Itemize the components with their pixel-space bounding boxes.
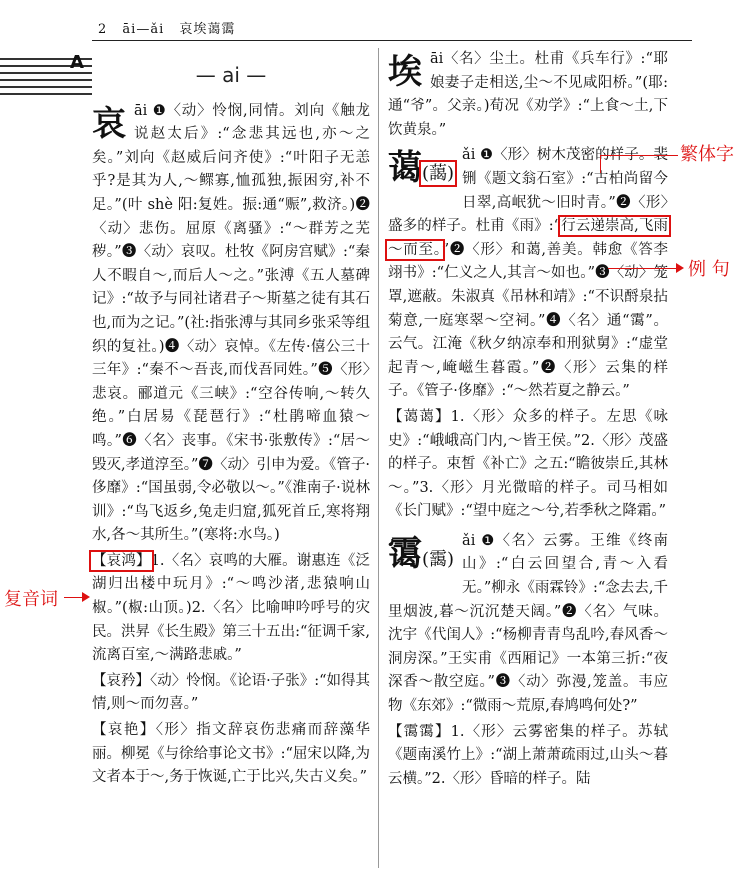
compound-text: 1.〈形〉云雾密集的样子。苏轼《题南溪竹上》:“湖上萧萧疏雨过,山头～暮云横。”2.〈形〉昏暗的样子。陆: [388, 723, 668, 787]
compound-text: 1.〈名〉哀鸣的大雁。谢惠连《泛湖归出楼中玩月》:“～鸣沙渚,悲猿响山椒。”(椒:山顶。)2.〈名〉比喻呻吟呼号的灾民。洪昇《长生殿》第三十五出:“征调千家,流离百室,～满路悲戚。”: [92, 552, 370, 664]
column-divider: [378, 48, 379, 868]
traditional-form: (藹): [422, 163, 455, 185]
header-rule: [92, 40, 692, 41]
arrow-head-icon: [82, 592, 90, 602]
section-heading: — ai —: [195, 63, 267, 87]
compound-term: 【哀鸿】: [92, 552, 151, 569]
compound-entry: [92, 670, 370, 717]
entry-text: ”❷〈形〉和蔼,善美。韩愈《答李翊书》:“仁义之人,其言～如也。”❸〈动〉笼罩,遮蔽。朱淑真《吊林和靖》:“不识酹泉拈菊意,一庭寒翠～空祠。”❹〈名〉通“霭”。云气。江淹《秋夕纳凉奉和刑狱舅》:“虚堂起青～,崦嵫生暮霞。”❷〈形〉云集的样子。《管子·侈靡》:“～然若夏之静云。”: [388, 241, 668, 400]
entry-text: ǎi ❶〈形〉树木茂密的样子。裴铏《题文翁石室》:“古柏尚留今日翠,高岷犹～旧时青。”❷〈形〉盛多的样子。杜甫《雨》:“: [388, 147, 668, 235]
compound-entry: [388, 721, 668, 792]
compound-text: 1.〈形〉众多的样子。左思《咏史》:“峨峨高门内,～皆王侯。”2.〈形〉茂盛的样子。束皙《补亡》之五:“瞻彼崇丘,其林～。”3.〈形〉月光微暗的样子。司马相如《长门赋》:“望中庭之～兮,若季秋之降霜。”: [388, 408, 668, 520]
thumb-index-letter: A: [70, 52, 84, 73]
page-number: 2: [98, 22, 108, 37]
annotation-arrow: [600, 155, 678, 156]
pinyin-range: āi—ǎi: [122, 22, 165, 37]
compound-text: 〈形〉指文辞哀伤悲痛而辞藻华丽。柳冕《与徐给事论文书》:“屈宋以降,为文者本于～,务于恢诞,亡于比兴,失古义矣。”: [92, 722, 371, 786]
right-column: [388, 48, 668, 793]
annotation-arrow: [608, 268, 680, 269]
compound-text: 〈动〉怜悯。《论语·子张》:“如得其情,则～而勿喜。”: [92, 672, 371, 713]
traditional-form: (靄): [422, 548, 455, 570]
headword: 蔼(藹): [388, 148, 455, 189]
entry-text: ǎi ❶〈名〉云雾。王维《终南山》:“白云回望合,青～入看无。”柳永《雨霖铃》:“念去去,千里烟波,暮～沉沉楚天阔。”❷〈名〉气味。沈宇《代闺人》:“杨柳青青鸟乱吟,春风香～洞房深。”王实甫《西厢记》一本第三折:“夜深香～散空庭。”❸〈动〉弥漫,笼盖。韦应物《东郊》:“微雨～荒原,春鸠鸣何处?”: [388, 532, 668, 715]
annotation-example: 例 句: [688, 259, 730, 280]
compound-entry: [388, 406, 668, 524]
annotation-compound: 复音词: [4, 589, 58, 610]
entry-text: āi ❶〈动〉怜悯,同情。刘向《触龙说赵太后》:“念悲其远也,亦～之矣。”刘向《赵威后问齐使》:“叶阳子无恙乎?是其为人,～鳏寡,恤孤独,振困穷,补不足。”(叶 shè 阳:复姓。振:通“赈”,救济。)❷〈动〉悲伤。屈原《离骚》:“～群芳之芜秽。”❸〈动〉哀叹。杜牧《阿房宫赋》:“秦人不暇自～,而后人～之。”张溥《五人墓碑记》:“故予与同社诸君子～斯墓之徒有其石也,而为之记。”(社:指张溥与其同乡张采等组织的复社。)❹〈动〉哀悼。《左传·僖公三十三年》:“秦不～吾丧,而伐吾同姓。”❺〈形〉悲哀。郦道元《三峡》:“空谷传响,～转久绝。”白居易《琵琶行》:“杜鹃啼血猿～鸣。”❻〈名〉丧事。《宋书·张敷传》:“居～毁灭,孝道淳至。”❼〈动〉引申为爱。《管子·侈靡》:“国虽弱,令必敬以～。”《淮南子·说林训》:“鸟飞返乡,兔走归窟,狐死首丘,寒将翔水,各～其所生。”(寒将:水鸟。): [92, 102, 370, 544]
annotation-traditional: 繁体字: [680, 144, 734, 165]
entry-ai-mourn: [92, 100, 370, 548]
compound-term: 【霭霭】: [388, 723, 451, 740]
entry-ai-dust: [388, 48, 668, 142]
header-characters: 哀埃蔼霭: [179, 22, 236, 37]
entry-ai-mist: [388, 530, 668, 719]
example-sentence: 行云递崇高,飞雨～而至。: [388, 218, 668, 258]
entry-ai-lush: [388, 144, 668, 404]
annotation-arrow-stem: [600, 155, 601, 173]
page-header: [98, 18, 245, 37]
headword: 霭(靄): [388, 533, 455, 574]
headword: 哀: [92, 103, 126, 144]
left-column: [92, 60, 370, 792]
compound-term: 【哀矜】: [92, 672, 151, 689]
compound-term: 【蔼蔼】: [388, 408, 451, 425]
entry-text: āi〈名〉尘土。杜甫《兵车行》:“耶娘妻子走相送,尘～不见咸阳桥。”(耶:通“爷”。父亲。)荀况《劝学》:“上食～土,下饮黄泉。”: [388, 51, 668, 138]
arrow-head-icon: [676, 263, 684, 273]
compound-term: 【哀艳】: [92, 722, 156, 739]
headword: 埃: [388, 52, 422, 92]
compound-entry: [92, 550, 370, 668]
compound-entry: [92, 719, 370, 790]
